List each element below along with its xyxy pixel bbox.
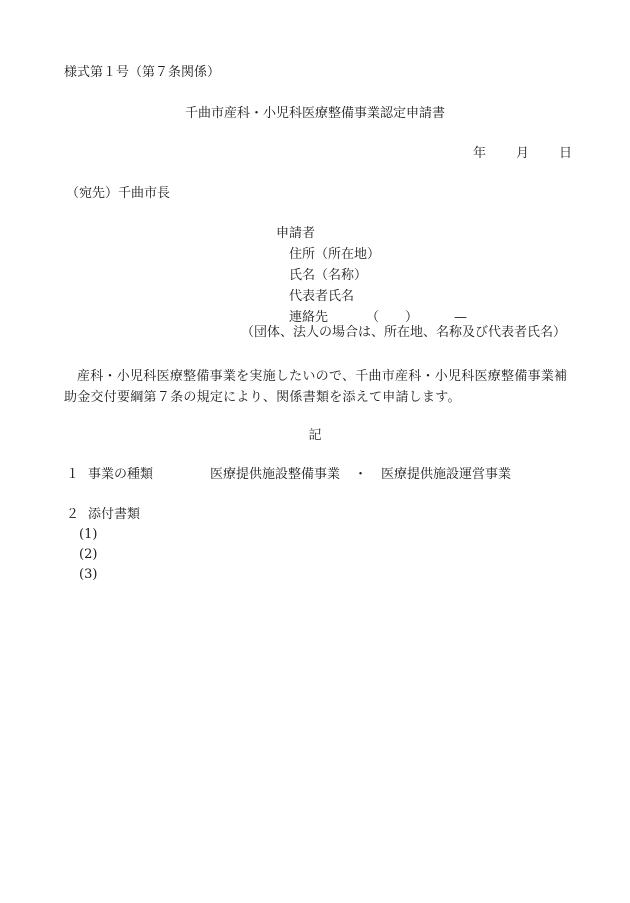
form-number: 様式第１号（第７条関係） [64, 65, 221, 80]
item1-label: 事業の種類 [88, 467, 154, 482]
attachment-subitem-2: (2) [79, 547, 98, 562]
item1-option-2: 医療提供施設運営事業 [381, 467, 512, 482]
attachment-subitem-3: (3) [79, 567, 98, 582]
addressee: （宛先）千曲市長 [66, 186, 171, 201]
body-text: 産科・小児科医療整備事業を実施したいので、千曲市産科・小児科医療整備事業補助金交付要綱第７条の規定により、関係書類を添えて申請します。 [64, 369, 568, 405]
contact-paren-close: ） [405, 310, 419, 325]
item1-number: １ [66, 467, 80, 482]
ki-heading: 記 [308, 428, 322, 443]
date-year: 年 [473, 146, 487, 161]
date-day: 日 [559, 146, 573, 161]
document-title: 千曲市産科・小児科医療整備事業認定申請書 [184, 106, 445, 121]
date-line [473, 147, 572, 160]
address-label: 住所（所在地） [289, 247, 381, 262]
contact-label: 連絡先 [289, 310, 329, 325]
attachment-subitem-1: (1) [79, 527, 98, 542]
name-label: 氏名（名称） [289, 268, 368, 283]
date-month: 月 [516, 146, 530, 161]
item1-option-1: 医療提供施設整備事業 [210, 467, 341, 482]
contact-paren-open: （ [366, 310, 380, 325]
item1-separator: ・ [354, 467, 368, 482]
item2-label: 添付書類 [88, 507, 141, 522]
representative-label: 代表者氏名 [289, 289, 355, 304]
item2-number: ２ [66, 507, 80, 522]
contact-dash: — [454, 310, 468, 325]
applicant-note: （団体、法人の場合は、所在地、名称及び代表者氏名） [241, 325, 567, 340]
item-business-type [66, 468, 511, 481]
contact-line [289, 311, 467, 324]
applicant-heading: 申請者 [276, 226, 316, 241]
item-attachments [66, 508, 140, 521]
